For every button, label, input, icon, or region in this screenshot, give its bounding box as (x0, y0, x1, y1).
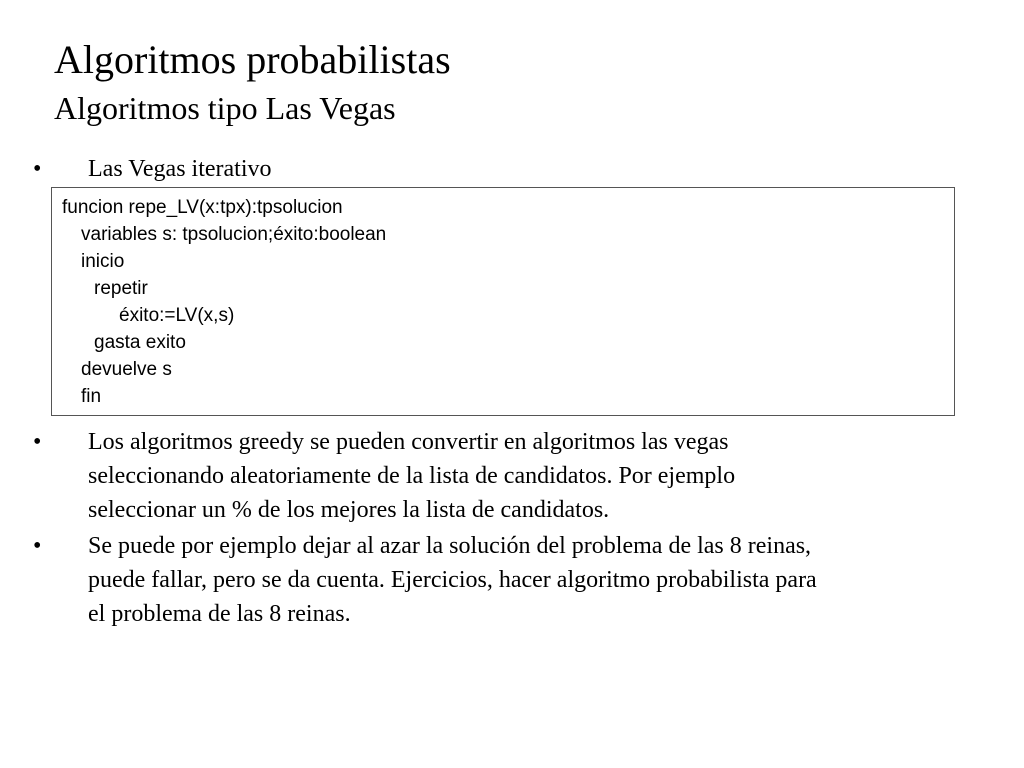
code-line: devuelve s (81, 359, 172, 380)
bullet-text: seleccionar un % de los mejores la lista de candidatos. (88, 497, 610, 523)
bullet-text: Las Vegas iterativo (88, 156, 272, 182)
code-line: inicio (81, 251, 125, 272)
slide-title: Algoritmos probabilistas (54, 37, 451, 82)
bullet-text: Se puede por ejemplo dejar al azar la solución del problema de las 8 reinas, (88, 533, 812, 559)
code-line: fin (81, 386, 102, 407)
code-line: variables s: tpsolucion;éxito:boolean (81, 224, 387, 245)
bullet-text: Los algoritmos greedy se pueden convertir en algoritmos las vegas (88, 429, 729, 455)
code-line: gasta exito (94, 332, 186, 353)
bullet-symbol: • (33, 533, 42, 559)
bullet-symbol: • (33, 156, 42, 182)
code-box (51, 187, 955, 416)
bullet-text: puede fallar, pero se da cuenta. Ejercicios, hacer algoritmo probabilista para (88, 567, 817, 593)
code-line: éxito:=LV(x,s) (119, 305, 235, 326)
bullet-text: seleccionando aleatoriamente de la lista de candidatos. Por ejemplo (88, 463, 736, 489)
bullet-symbol: • (33, 429, 42, 455)
slide-subtitle: Algoritmos tipo Las Vegas (54, 90, 396, 126)
bullet-text: el problema de las 8 reinas. (88, 601, 351, 627)
code-line: repetir (94, 278, 148, 299)
code-line: funcion repe_LV(x:tpx):tpsolucion (62, 197, 343, 218)
